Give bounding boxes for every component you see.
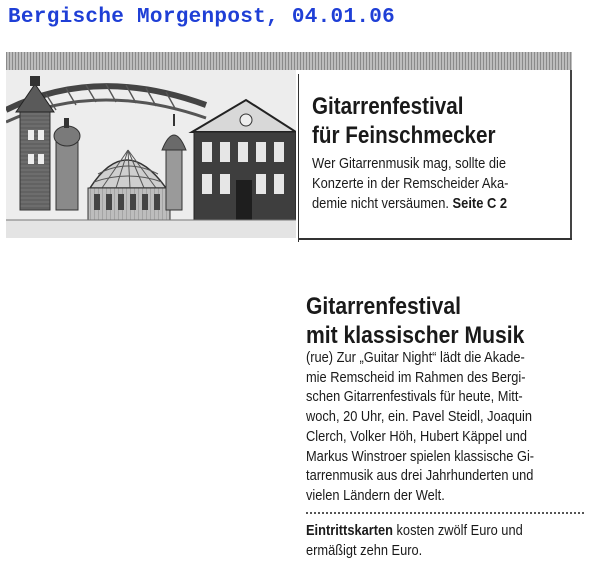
ticket-line-1 xyxy=(306,521,588,541)
article-body-line: vielen Ländern der Welt. xyxy=(306,486,445,504)
article-headline-line-1: Gitarrenfestival xyxy=(306,293,461,320)
article-body-line: mie Remscheid im Rahmen des Bergi- xyxy=(306,368,526,386)
ticket-price-text: kosten zwölf Euro und xyxy=(392,522,523,539)
teaser-headline-line-2: für Feinschmecker xyxy=(312,122,496,149)
article-body-line: woch, 20 Uhr, ein. Pavel Steidl, Joaquin xyxy=(306,408,533,426)
article-body-line: Clerch, Volker Höh, Hubert Käppel und xyxy=(306,427,528,445)
teaser-body xyxy=(312,154,561,214)
article-headline-line-2: mit klassischer Musik xyxy=(306,322,525,349)
teaser-body-line xyxy=(312,194,561,214)
article-body-line: Markus Winstroer spielen klassische Gi- xyxy=(306,447,535,465)
article-body-line: (rue) Zur „Guitar Night“ lädt die Akade- xyxy=(306,349,525,366)
top-gray-band xyxy=(6,52,572,70)
teaser-page-reference: Seite C 2 xyxy=(452,195,508,212)
article-body xyxy=(306,348,588,506)
ticket-info xyxy=(306,521,588,560)
article-headline xyxy=(306,292,524,350)
teaser-right-rule xyxy=(570,70,572,240)
teaser-left-rule xyxy=(298,74,299,242)
teaser-body-line: Konzerte in der Remscheider Aka- xyxy=(312,175,509,192)
teaser-bottom-rule xyxy=(298,238,572,240)
ticket-line-2: ermäßigt zehn Euro. xyxy=(306,541,423,559)
dotted-separator xyxy=(306,512,584,514)
newspaper-header: Bergische Morgenpost, 04.01.06 xyxy=(8,6,396,29)
teaser-body-line: Wer Gitarrenmusik mag, sollte die xyxy=(312,155,507,172)
ticket-label: Eintrittskarten xyxy=(306,522,393,539)
article-body-line: schen Gitarrenfestivals für heute, Mitt- xyxy=(306,388,523,406)
article-body-line: tarrenmusik aus drei Jahrhunderten und xyxy=(306,467,534,485)
teaser-headline-line-1: Gitarrenfestival xyxy=(312,93,464,120)
akademie-illustration xyxy=(6,70,296,238)
teaser-headline xyxy=(312,92,496,150)
teaser-body-line-text: demie nicht versäumen. xyxy=(312,195,449,212)
